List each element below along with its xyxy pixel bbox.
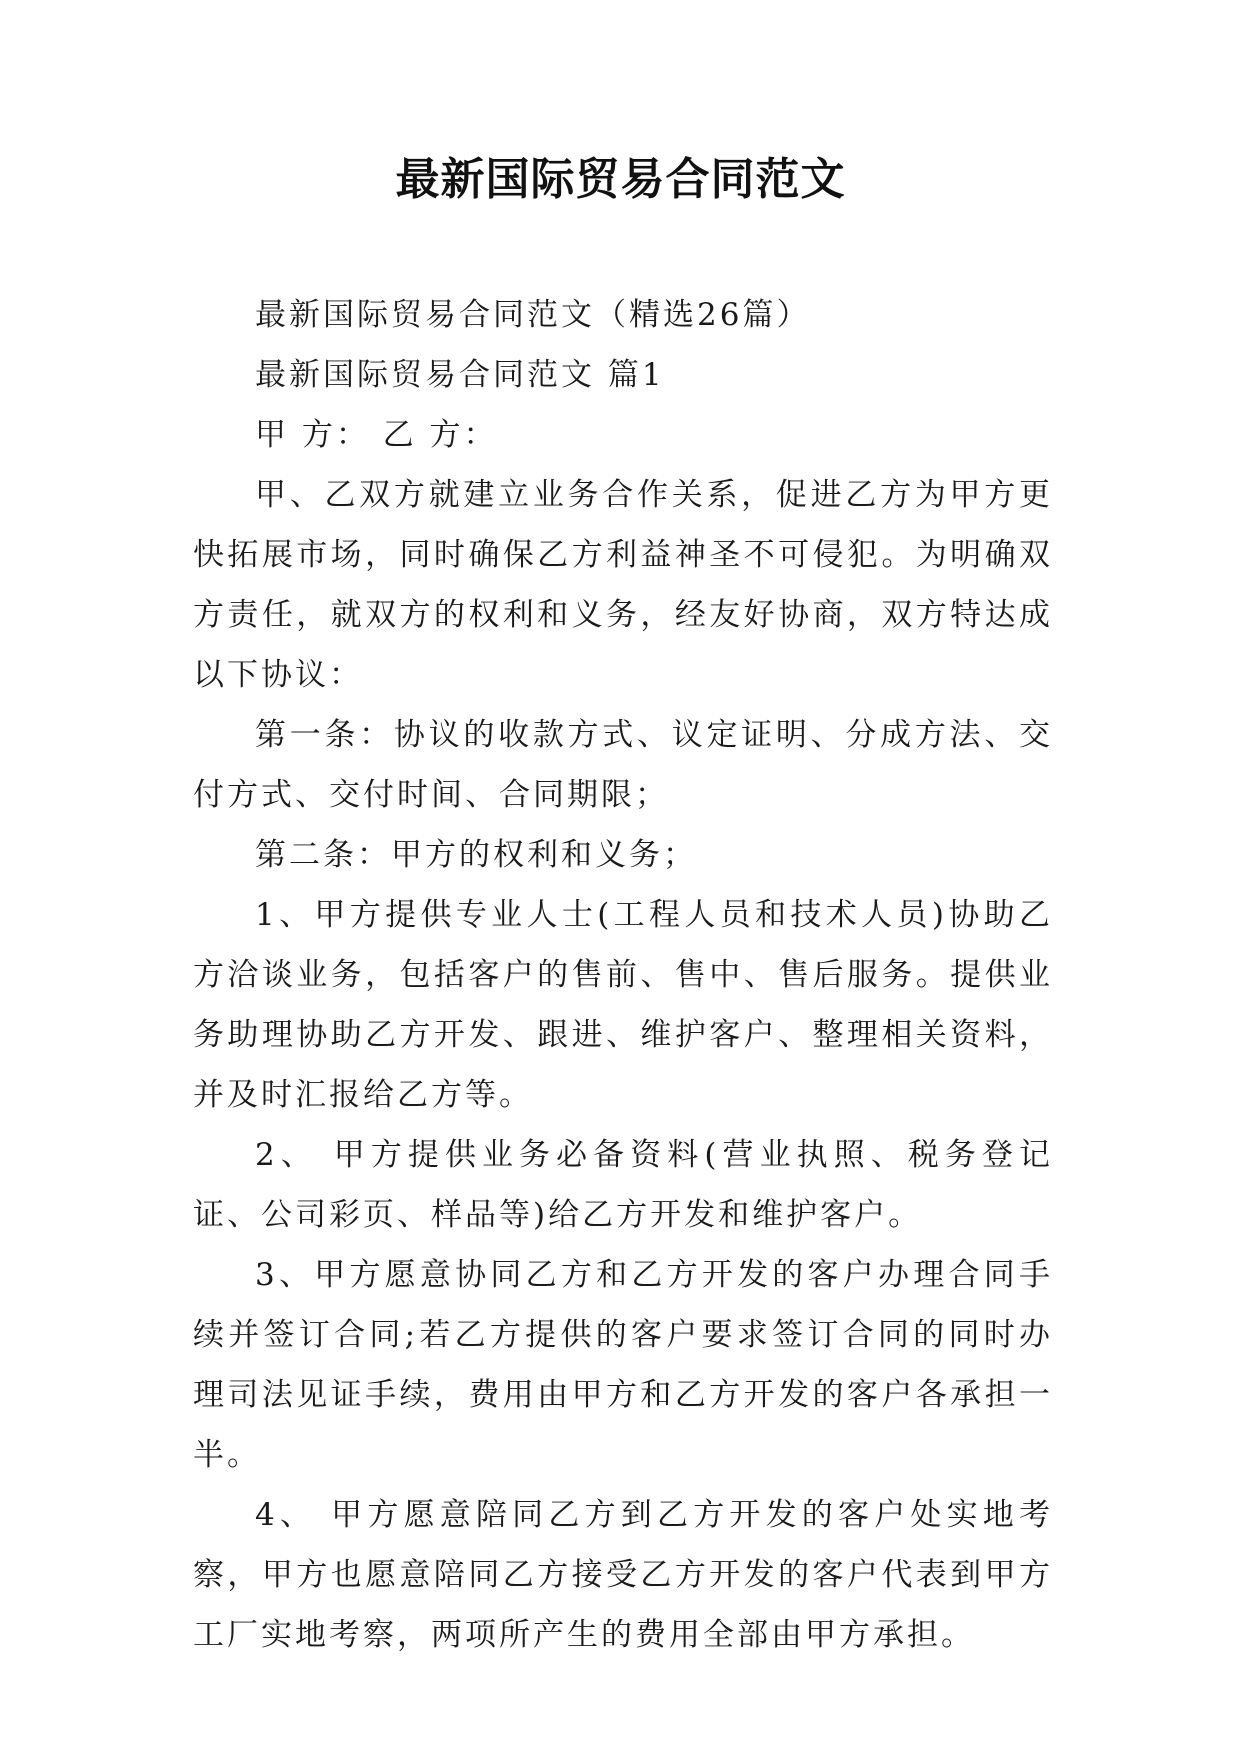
paragraph-parties: 甲 方： 乙 方： <box>255 417 498 453</box>
paragraph-section-heading: 最新国际贸易合同范文 篇1 <box>255 357 665 393</box>
document-title: 最新国际贸易合同范文 <box>395 154 846 205</box>
document-body <box>193 285 1053 1665</box>
paragraph-article-2: 第二条：甲方的权利和义务； <box>255 837 697 873</box>
paragraph-clause-1: 1、甲方提供专业人士(工程人员和技术人员)协助乙方洽谈业务，包括客户的售前、售中、售后服务。提供业务助理协助乙方开发、跟进、维护客户、整理相关资料，并及时汇报给乙方等。 <box>193 897 1053 1113</box>
paragraph-preamble: 甲、乙双方就建立业务合作关系，促进乙方为甲方更快拓展市场，同时确保乙方利益神圣不可侵犯。为明确双方责任，就双方的权利和义务，经友好协商，双方特达成以下协议： <box>193 477 1053 693</box>
paragraph-subtitle: 最新国际贸易合同范文（精选26篇） <box>255 297 811 333</box>
paragraph-article-1: 第一条：协议的收款方式、议定证明、分成方法、交付方式、交付时间、合同期限； <box>193 717 1053 813</box>
paragraph-clause-4: 4、 甲方愿意陪同乙方到乙方开发的客户处实地考察，甲方也愿意陪同乙方接受乙方开发的客户代表到甲方工厂实地考察，两项所产生的费用全部由甲方承担。 <box>193 1497 1053 1653</box>
paragraph-clause-3: 3、甲方愿意协同乙方和乙方开发的客户办理合同手续并签订合同;若乙方提供的客户要求签订合同的同时办理司法见证手续，费用由甲方和乙方开发的客户各承担一半。 <box>193 1257 1053 1473</box>
paragraph-clause-2: 2、 甲方提供业务必备资料(营业执照、税务登记证、公司彩页、样品等)给乙方开发和维护客户。 <box>193 1137 1053 1233</box>
